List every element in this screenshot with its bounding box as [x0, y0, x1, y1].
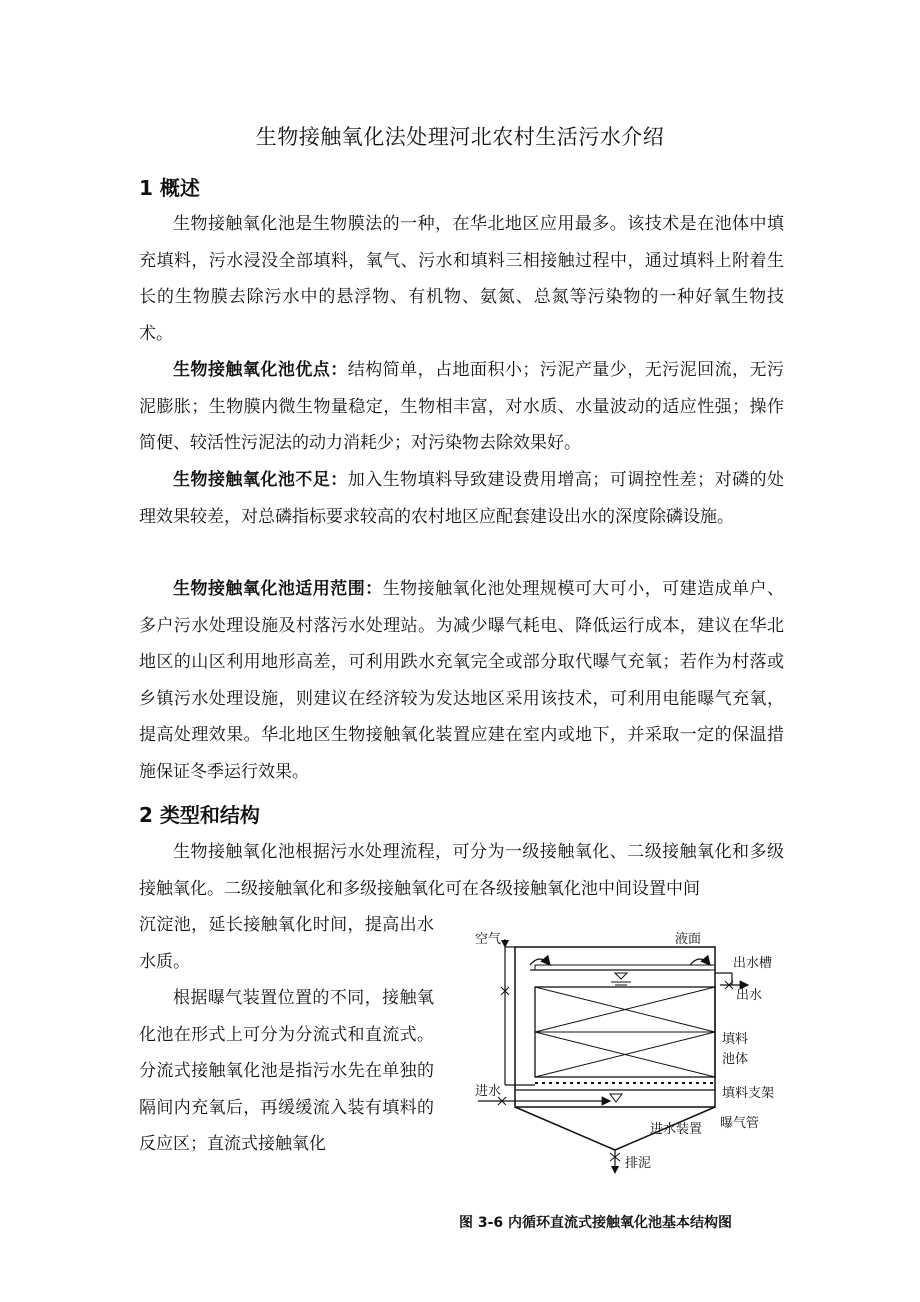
label-packing: 填料: [722, 1032, 749, 1047]
inlet-device-icon: [610, 1094, 622, 1102]
document-title: 生物接触氧化法处理河北农村生活污水介绍: [255, 125, 665, 149]
structure-diagram: [470, 925, 790, 1175]
label-air: 空气: [475, 932, 502, 947]
label-inlet: 进水: [475, 1084, 502, 1099]
disadvantages-text: 加入生物填料导致建设费用增高；可调控性差；对磷的处理效果较差，对总磷指标要求较高的农村地区应配套建设出水的深度除磷设施。: [139, 470, 785, 527]
label-inlet-device: 进水装置: [650, 1122, 703, 1137]
label-outlet: 出水: [736, 988, 763, 1003]
circulation-arrow-left: [530, 959, 550, 965]
section-1-heading: 1 概述: [139, 176, 200, 200]
section-2-heading: 2 类型和结构: [139, 803, 260, 827]
figure-caption: 图 3-6 内循环直流式接触氧化池基本结构图: [459, 1215, 733, 1231]
label-packing-support: 填料支架: [722, 1086, 775, 1101]
section-2-paragraph-aeration: 根据曝气装置位置的不同，接触氧化池在形式上可分为分流式和直流式。分流式接触氧化池是指污水先在单独的隔间内充氧后，再缓缓流入装有填料的反应区；直流式接触氧化: [139, 988, 434, 1154]
label-surface: 液面: [675, 932, 702, 947]
section-2-paragraph-types-continued: 沉淀池，延长接触氧化时间，提高出水水质。: [139, 915, 434, 972]
advantages-label: 生物接触氧化池优点：: [173, 360, 348, 380]
advantages-text: 结构简单，占地面积小；污泥产量少，无污泥回流，无污泥膨胀；生物膜内微生物量稳定，生物相丰富，对水质、水量波动的适应性强；操作简便、较活性污泥法的动力消耗少；对污染物去除效果好。: [139, 360, 785, 453]
circulation-arrow-right: [690, 959, 710, 965]
label-sludge: 排泥: [625, 1156, 652, 1171]
section-2-paragraph-types: 生物接触氧化池根据污水处理流程，可分为一级接触氧化、二级接触氧化和多级接触氧化。二级接触氧化和多级接触氧化可在各级接触氧化池中间设置中间: [139, 842, 784, 899]
section-1-paragraph-advantages: [139, 352, 784, 462]
label-aeration-pipe: 曝气管: [720, 1116, 760, 1131]
section-1-paragraph-overview: 生物接触氧化池是生物膜法的一种，在华北地区应用最多。该技术是在池体中填充填料，污水浸没全部填料，氧气、污水和填料三相接触过程中，通过填料上附着生长的生物膜去除污水中的悬浮物、有机物、氨氮、总氮等污染物的一种好氧生物技术。: [139, 214, 784, 344]
label-outlet-trough: 出水槽: [733, 956, 773, 971]
scope-label: 生物接触氧化池适用范围：: [173, 579, 383, 599]
scope-text: 生物接触氧化池处理规模可大可小，可建造成单户、多户污水处理设施及村落污水处理站。为减少曝气耗电、降低运行成本，建议在华北地区的山区利用地形高差，可利用跌水充氧完全或部分取代曝气充氧；若作为村落或乡镇污水处理设施，则建议在经济较为发达地区采用该技术，可利用电能曝气充氧，提高处理效果。华北地区生物接触氧化装置应建在室内或地下，并采取一定的保温措施保证冬季运行效果。: [139, 579, 785, 782]
label-tank: 池体: [722, 1052, 749, 1067]
section-1-paragraph-scope: [139, 571, 784, 790]
section-1-paragraph-disadvantages: [139, 462, 784, 535]
disadvantages-label: 生物接触氧化池不足：: [173, 470, 348, 490]
